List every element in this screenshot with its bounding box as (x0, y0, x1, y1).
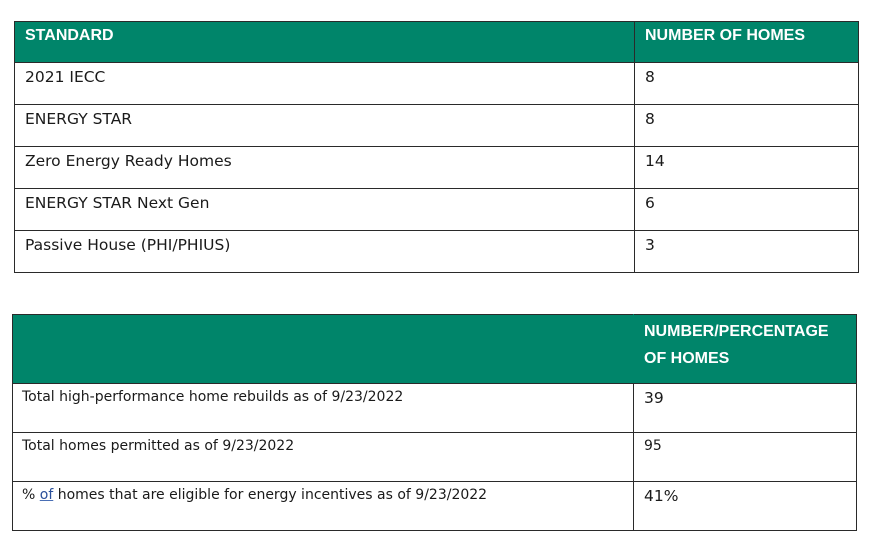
standard-cell: ENERGY STAR (15, 105, 635, 147)
standard-cell: Passive House (PHI/PHIUS) (15, 231, 635, 273)
table-row (13, 482, 857, 531)
standard-cell: Zero Energy Ready Homes (15, 147, 635, 189)
column-header-standard: STANDARD (15, 22, 635, 63)
number-cell: 6 (635, 189, 859, 231)
header-line-1: NUMBER/PERCENTAGE (644, 323, 829, 340)
table-row (15, 105, 859, 147)
table-header-row (15, 22, 859, 63)
header-line-2: OF HOMES (644, 350, 730, 367)
value-cell: 39 (634, 384, 857, 433)
value-cell: 41% (634, 482, 857, 531)
label-cell: Total high-performance home rebuilds as of 9/23/2022 (13, 384, 634, 433)
label-of-underlined: of (39, 487, 54, 503)
label-cell: Total homes permitted as of 9/23/2022 (13, 433, 634, 482)
table-row (15, 189, 859, 231)
number-cell: 3 (635, 231, 859, 273)
number-cell: 8 (635, 105, 859, 147)
table-row (15, 63, 859, 105)
number-cell: 8 (635, 63, 859, 105)
column-header-number-of-homes: NUMBER OF HOMES (635, 22, 859, 63)
number-cell: 14 (635, 147, 859, 189)
table-row (15, 147, 859, 189)
label-suffix: homes that are eligible for energy incentives as of 9/23/2022 (53, 487, 488, 503)
standard-cell: 2021 IECC (15, 63, 635, 105)
standards-table (14, 21, 859, 273)
value-cell: 95 (634, 433, 857, 482)
label-cell (13, 482, 634, 531)
standard-cell: ENERGY STAR Next Gen (15, 189, 635, 231)
table-row (15, 231, 859, 273)
table-header-row (13, 315, 857, 384)
column-header-number-percentage (634, 315, 857, 384)
column-header-label (13, 315, 634, 384)
label-prefix: % (22, 487, 40, 503)
table-row (13, 384, 857, 433)
table-row (13, 433, 857, 482)
totals-table (12, 314, 857, 531)
